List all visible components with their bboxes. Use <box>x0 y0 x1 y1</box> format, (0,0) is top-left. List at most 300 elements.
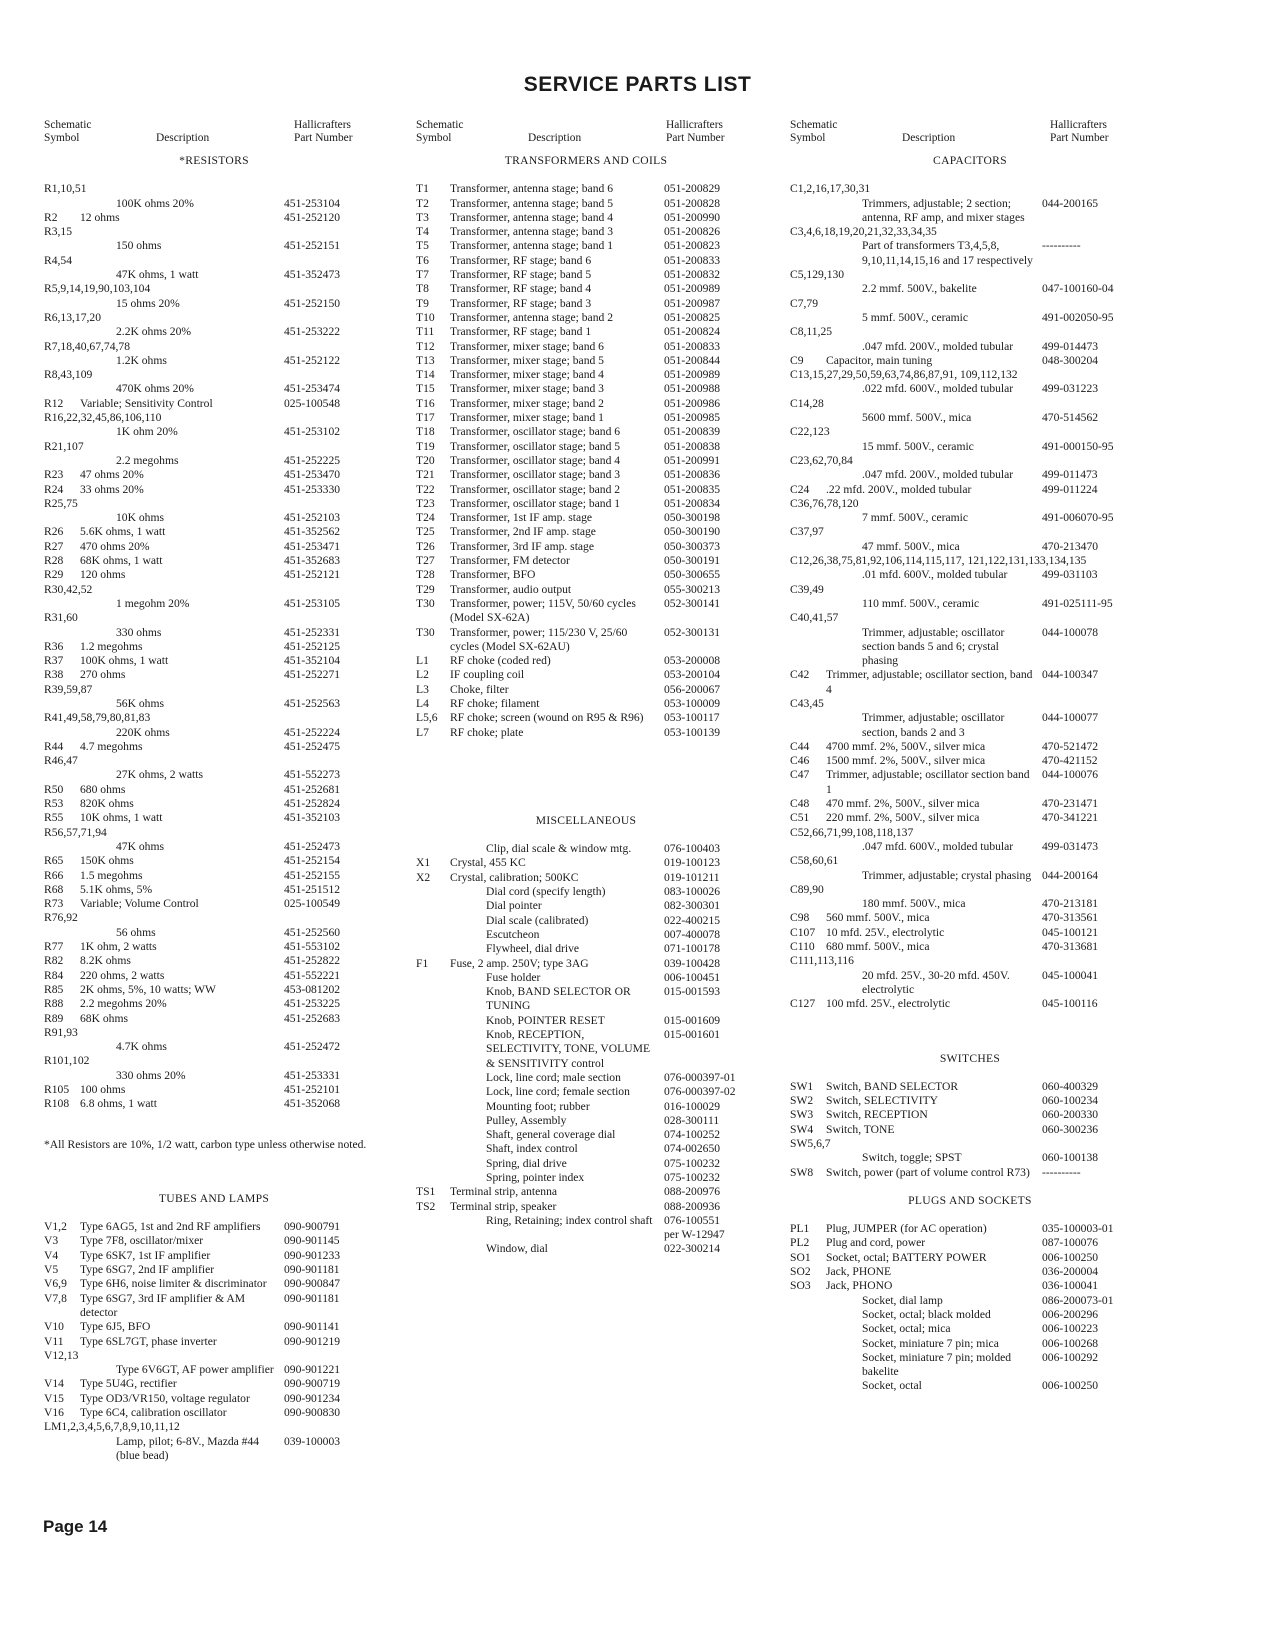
part-description: 15 ohms 20% <box>116 296 180 310</box>
part-row <box>416 425 756 439</box>
part-number: 051-200990 <box>664 210 721 224</box>
tubes-list <box>44 1220 384 1463</box>
part-row <box>44 211 384 225</box>
part-description: Lamp, pilot; 6-8V., Mazda #44 (blue bead) <box>116 1434 260 1462</box>
part-symbol: R66 <box>44 868 64 882</box>
part-row <box>790 239 1150 268</box>
part-number: 019-101211 <box>664 870 720 884</box>
part-row <box>44 1349 384 1363</box>
part-description: 470 ohms 20% <box>80 539 150 553</box>
part-description: Socket, octal; BATTERY POWER <box>826 1250 987 1264</box>
part-row <box>44 940 384 954</box>
part-number: 451-253104 <box>284 196 341 210</box>
part-number: 451-252155 <box>284 868 341 882</box>
part-symbol: R30,42,52 <box>44 582 93 596</box>
part-symbol: T8 <box>416 282 429 296</box>
part-symbol: R89 <box>44 1011 64 1025</box>
part-symbol: X2 <box>416 870 431 884</box>
part-symbol: SW3 <box>790 1108 814 1122</box>
part-row <box>44 254 384 268</box>
part-number: 006-100451 <box>664 970 721 984</box>
part-row <box>790 1080 1150 1094</box>
part-row <box>44 411 384 425</box>
part-symbol: T19 <box>416 439 435 453</box>
part-number: 025-100549 <box>284 897 341 911</box>
part-description: Switch, toggle; SPST <box>862 1151 962 1165</box>
part-description: Transformer, oscillator stage; band 6 <box>450 425 621 439</box>
part-description: Transformer, antenna stage; band 2 <box>450 310 613 324</box>
part-row <box>416 511 756 525</box>
part-symbol: C37,97 <box>790 525 824 539</box>
part-row <box>416 1200 756 1214</box>
part-description: .047 mfd. 600V., molded tubular <box>862 839 1014 853</box>
part-symbol: R24 <box>44 482 64 496</box>
header-description: Description <box>156 131 210 144</box>
header-description: Description <box>528 131 582 144</box>
part-row <box>416 697 756 711</box>
part-number: 451-252150 <box>284 296 341 310</box>
part-number: 451-252120 <box>284 210 341 224</box>
part-description: 1K ohm 20% <box>116 425 178 439</box>
part-symbol: T15 <box>416 382 435 396</box>
part-description: Socket, dial lamp <box>862 1293 943 1307</box>
part-description: Transformer, mixer stage; band 1 <box>450 411 604 425</box>
part-description: Type 6SL7GT, phase inverter <box>80 1334 217 1348</box>
part-number: 052-300131 <box>664 625 721 639</box>
part-number: 453-081202 <box>284 982 341 996</box>
part-number: 451-253102 <box>284 425 341 439</box>
part-symbol: C9 <box>790 353 804 367</box>
part-row <box>44 1377 384 1391</box>
part-number: 045-100041 <box>1042 968 1099 982</box>
part-number: 088-200976 <box>664 1185 721 1199</box>
part-number: 045-100116 <box>1042 997 1098 1011</box>
part-number: 470-213470 <box>1042 539 1099 553</box>
part-row <box>416 1085 756 1099</box>
part-number: 088-200936 <box>664 1199 721 1213</box>
part-row <box>790 854 1150 868</box>
part-number: 051-200989 <box>664 282 721 296</box>
part-symbol: C107 <box>790 925 816 939</box>
part-row <box>790 340 1150 354</box>
part-symbol: C8,11,25 <box>790 325 833 339</box>
part-row <box>44 1040 384 1054</box>
part-number: 083-100026 <box>664 885 721 899</box>
header-symbol: Schematic Symbol <box>44 119 92 144</box>
part-number: 451-252473 <box>284 839 341 853</box>
part-number: 491-006070-95 <box>1042 511 1114 525</box>
part-symbol: SW2 <box>790 1094 814 1108</box>
part-row <box>44 1234 384 1248</box>
part-number: 051-200844 <box>664 353 721 367</box>
part-description: 150K ohms <box>80 854 134 868</box>
part-number: 051-200826 <box>664 225 721 239</box>
part-number: 060-400329 <box>1042 1079 1099 1093</box>
part-description: 8.2K ohms <box>80 954 131 968</box>
part-description: Jack, PHONE <box>826 1265 892 1279</box>
part-description: 470K ohms 20% <box>116 382 194 396</box>
part-row <box>790 397 1150 411</box>
part-symbol: R21,107 <box>44 439 84 453</box>
part-description: Socket, octal; black molded <box>862 1307 991 1321</box>
part-description: Transformer, antenna stage; band 1 <box>450 239 613 253</box>
part-row <box>44 1435 384 1464</box>
part-number: 090-900847 <box>284 1277 341 1291</box>
part-symbol: SW4 <box>790 1122 814 1136</box>
part-symbol: T5 <box>416 239 429 253</box>
part-number: 087-100076 <box>1042 1236 1099 1250</box>
part-row <box>790 869 1150 883</box>
part-row <box>790 826 1150 840</box>
part-description: 220 ohms, 2 watts <box>80 968 165 982</box>
part-row <box>790 1251 1150 1265</box>
part-number: 051-200987 <box>664 296 721 310</box>
part-number: 451-253470 <box>284 468 341 482</box>
part-symbol: T30 <box>416 625 435 639</box>
part-symbol: R76,92 <box>44 911 78 925</box>
part-number: 499-031473 <box>1042 839 1099 853</box>
part-symbol: R12 <box>44 396 64 410</box>
part-symbol: T22 <box>416 482 435 496</box>
part-row <box>416 1071 756 1085</box>
part-description: 5.6K ohms, 1 watt <box>80 525 166 539</box>
part-symbol: R101,102 <box>44 1054 90 1068</box>
part-number: 491-000150-95 <box>1042 439 1114 453</box>
part-symbol: R26 <box>44 525 64 539</box>
part-symbol: C98 <box>790 911 810 925</box>
part-symbol: T10 <box>416 310 435 324</box>
part-row <box>44 1083 384 1097</box>
part-number: 451-352104 <box>284 654 341 668</box>
part-symbol: R85 <box>44 982 64 996</box>
part-number: 053-100139 <box>664 725 721 739</box>
part-number: 025-100548 <box>284 396 341 410</box>
part-description: 820K ohms <box>80 797 134 811</box>
part-row <box>790 368 1150 382</box>
part-description: Part of transformers T3,4,5,8, 9,10,11,14,15,16 and 17 respectively <box>862 239 1033 267</box>
part-symbol: SO1 <box>790 1250 811 1264</box>
part-symbol: T11 <box>416 325 435 339</box>
part-symbol: R82 <box>44 954 64 968</box>
part-number: 045-100121 <box>1042 925 1099 939</box>
part-row <box>416 668 756 682</box>
part-description: 6.8 ohms, 1 watt <box>80 1097 157 1111</box>
part-number: 006-100250 <box>1042 1379 1099 1393</box>
part-symbol: T16 <box>416 396 435 410</box>
part-row <box>44 783 384 797</box>
part-row <box>790 1351 1150 1380</box>
part-row <box>790 454 1150 468</box>
part-row <box>790 897 1150 911</box>
part-symbol: SO2 <box>790 1265 811 1279</box>
part-symbol: C36,76,78,120 <box>790 496 859 510</box>
part-symbol: R88 <box>44 997 64 1011</box>
capacitors-list <box>790 182 1150 1011</box>
part-description: 15 mmf. 500V., ceramic <box>862 439 974 453</box>
part-number: 451-253222 <box>284 325 341 339</box>
part-symbol: R16,22,32,45,86,106,110 <box>44 411 162 425</box>
part-symbol: T26 <box>416 539 435 553</box>
part-number: 060-100234 <box>1042 1094 1099 1108</box>
part-row <box>790 940 1150 954</box>
part-row <box>790 926 1150 940</box>
part-row <box>790 711 1150 740</box>
column-left <box>44 119 384 1463</box>
part-description: Variable; Sensitivity Control <box>80 396 213 410</box>
part-number: 051-200833 <box>664 339 721 353</box>
part-description: Transformer, RF stage; band 4 <box>450 282 592 296</box>
part-row <box>416 871 756 885</box>
part-description: 100K ohms 20% <box>116 196 194 210</box>
part-number: 035-100003-01 <box>1042 1222 1114 1236</box>
part-row <box>44 325 384 339</box>
part-number: 015-001609 <box>664 1013 721 1027</box>
part-row <box>416 468 756 482</box>
part-number: 006-100250 <box>1042 1250 1099 1264</box>
part-row <box>790 768 1150 797</box>
part-row <box>790 969 1150 998</box>
part-symbol: T14 <box>416 368 435 382</box>
part-number: 451-252103 <box>284 511 341 525</box>
part-description: 12 ohms <box>80 210 120 224</box>
part-row <box>44 983 384 997</box>
part-row <box>44 1320 384 1334</box>
part-number: 075-100232 <box>664 1156 721 1170</box>
part-row <box>416 225 756 239</box>
part-symbol: T9 <box>416 296 429 310</box>
section-heading-capacitors: CAPACITORS <box>933 154 1007 167</box>
part-symbol: SW8 <box>790 1165 814 1179</box>
part-row <box>44 497 384 511</box>
part-symbol: V15 <box>44 1391 64 1405</box>
part-row <box>416 411 756 425</box>
part-description: 2.2 megohms <box>116 453 179 467</box>
part-row <box>44 811 384 825</box>
part-symbol: T24 <box>416 511 435 525</box>
part-row <box>790 440 1150 454</box>
part-description: Spring, pointer index <box>486 1171 585 1184</box>
transformers-list <box>416 182 756 740</box>
part-symbol: L2 <box>416 668 429 682</box>
part-description: Escutcheon <box>486 927 540 941</box>
part-row <box>416 1214 756 1243</box>
part-description: 7 mmf. 500V., ceramic <box>862 511 969 525</box>
part-row <box>416 325 756 339</box>
part-description: 330 ohms 20% <box>116 1068 186 1082</box>
part-number: 090-901141 <box>284 1320 340 1334</box>
part-row <box>790 611 1150 625</box>
part-number: 019-100123 <box>664 856 721 870</box>
part-row <box>44 883 384 897</box>
part-symbol: C43,45 <box>790 696 824 710</box>
part-row <box>790 468 1150 482</box>
part-row <box>44 554 384 568</box>
part-number: 451-253471 <box>284 539 341 553</box>
part-description: Transformer, RF stage; band 3 <box>450 296 592 310</box>
part-symbol: R91,93 <box>44 1025 78 1039</box>
part-number: 051-200825 <box>664 310 721 324</box>
part-description: 1.2K ohms <box>116 353 167 367</box>
part-number: 051-200833 <box>664 253 721 267</box>
column-right <box>790 119 1150 1394</box>
part-description: Trimmers, adjustable; 2 section; antenna, RF amp, and mixer stages <box>862 196 1025 224</box>
part-number: 047-100160-04 <box>1042 282 1114 296</box>
part-row <box>44 869 384 883</box>
part-description: Switch, SELECTIVITY <box>826 1094 939 1108</box>
part-number: 076-100403 <box>664 842 721 856</box>
part-row <box>790 1308 1150 1322</box>
part-row <box>44 197 384 211</box>
column-header <box>416 119 756 144</box>
part-symbol: R105 <box>44 1083 70 1096</box>
part-symbol: T25 <box>416 525 435 539</box>
part-number: 060-100138 <box>1042 1151 1099 1165</box>
part-number: 499-011473 <box>1042 468 1098 482</box>
part-symbol: R3,15 <box>44 225 73 239</box>
part-number: 082-300301 <box>664 899 721 913</box>
part-description: Knob, POINTER RESET <box>486 1013 605 1027</box>
part-symbol: V4 <box>44 1248 59 1262</box>
part-symbol: R4,54 <box>44 253 73 267</box>
part-row <box>416 683 756 697</box>
part-number: 051-200835 <box>664 482 721 496</box>
part-number: 051-200828 <box>664 196 721 210</box>
part-number: 451-352103 <box>284 811 341 825</box>
part-row <box>44 640 384 654</box>
part-number: 051-200834 <box>664 496 721 510</box>
part-row <box>44 368 384 382</box>
part-row <box>44 454 384 468</box>
part-description: Capacitor, main tuning <box>826 353 933 367</box>
part-number: 015-001601 <box>664 1028 721 1042</box>
part-symbol: T27 <box>416 554 435 568</box>
part-number: 451-252151 <box>284 239 341 253</box>
part-description: Lock, line cord; female section <box>486 1085 630 1099</box>
part-description: Switch, BAND SELECTOR <box>826 1079 959 1093</box>
part-number: 074-100252 <box>664 1128 721 1142</box>
part-symbol: C127 <box>790 997 816 1011</box>
part-number: 090-900830 <box>284 1406 341 1420</box>
part-number: 451-253225 <box>284 997 341 1011</box>
part-description: Pulley, Assembly <box>486 1113 567 1127</box>
part-symbol: R84 <box>44 968 64 982</box>
part-row <box>44 997 384 1011</box>
part-number: 044-100347 <box>1042 668 1099 682</box>
part-row <box>790 197 1150 226</box>
part-description: Mounting foot; rubber <box>486 1099 590 1113</box>
part-symbol: TS1 <box>416 1185 436 1199</box>
part-number: 022-300214 <box>664 1242 721 1256</box>
part-number: 036-100041 <box>1042 1279 1099 1293</box>
part-symbol: L5,6 <box>416 711 438 725</box>
part-description: 47K ohms, 1 watt <box>116 268 199 282</box>
part-row <box>416 957 756 971</box>
part-row <box>44 1420 384 1434</box>
part-number: 055-300213 <box>664 582 721 596</box>
part-number: 086-200073-01 <box>1042 1293 1114 1307</box>
part-description: Trimmer, adjustable; oscillator section, band 4 <box>826 668 1033 696</box>
part-row <box>44 797 384 811</box>
part-number: 051-200988 <box>664 382 721 396</box>
part-symbol: V10 <box>44 1320 64 1334</box>
column-middle <box>416 119 756 1257</box>
part-row <box>416 1028 756 1071</box>
part-row <box>790 583 1150 597</box>
part-number: 090-900791 <box>284 1220 341 1234</box>
switches-list <box>790 1080 1150 1180</box>
part-description: Lock, line cord; male section <box>486 1070 621 1084</box>
part-row <box>416 971 756 985</box>
part-row <box>44 611 384 625</box>
part-number: 050-300655 <box>664 568 721 582</box>
part-row <box>416 899 756 913</box>
part-number: 090-901219 <box>284 1334 341 1348</box>
part-description: Clip, dial scale & window mtg. <box>486 842 632 856</box>
part-description: 56K ohms <box>116 696 164 710</box>
part-row <box>790 668 1150 697</box>
part-row <box>44 540 384 554</box>
part-description: Type 6SG7, 2nd IF amplifier <box>80 1263 215 1277</box>
part-description: RF choke; plate <box>450 725 524 739</box>
part-number: 044-200165 <box>1042 196 1099 210</box>
part-symbol: R77 <box>44 940 64 954</box>
part-number: 075-100232 <box>664 1171 721 1184</box>
part-row <box>416 397 756 411</box>
part-symbol: T18 <box>416 425 435 439</box>
part-description: Transformer, mixer stage; band 6 <box>450 339 604 353</box>
part-description: Socket, miniature 7 pin; mica <box>862 1336 999 1350</box>
part-number: 451-252331 <box>284 625 341 639</box>
part-number: 016-100029 <box>664 1099 721 1113</box>
part-symbol: R53 <box>44 797 64 811</box>
part-symbol: R25,75 <box>44 496 78 510</box>
part-number: 470-521472 <box>1042 739 1099 753</box>
part-number: 499-011224 <box>1042 482 1098 496</box>
part-description: Knob, RECEPTION, SELECTIVITY, TONE, VOLUME & SENSITIVITY control <box>486 1028 651 1070</box>
part-description: Knob, BAND SELECTOR OR TUNING <box>486 985 631 1013</box>
page-number: Page 14 <box>43 1517 108 1536</box>
part-symbol: T13 <box>416 353 435 367</box>
part-symbol: T12 <box>416 339 435 353</box>
part-description: Transformer, mixer stage; band 5 <box>450 353 604 367</box>
part-row <box>790 626 1150 669</box>
part-number: 451-253105 <box>284 596 341 610</box>
part-symbol: T7 <box>416 268 429 282</box>
part-row <box>44 1220 384 1234</box>
part-row <box>790 425 1150 439</box>
part-description: Transformer, mixer stage; band 3 <box>450 382 604 396</box>
part-symbol: C13,15,27,29,50,59,63,74,86,87,91, 109,112,132 <box>790 368 1018 382</box>
part-description: 4.7 megohms <box>80 739 143 753</box>
part-description: 2K ohms, 5%, 10 watts; WW <box>80 982 217 996</box>
part-row <box>416 440 756 454</box>
part-symbol: V16 <box>44 1406 64 1420</box>
part-description: Switch, TONE <box>826 1122 895 1136</box>
part-symbol: SW1 <box>790 1079 814 1093</box>
part-description: Transformer, antenna stage; band 4 <box>450 210 613 224</box>
part-description: Type 6SK7, 1st IF amplifier <box>80 1248 211 1262</box>
section-heading-transformers: TRANSFORMERS AND COILS <box>504 154 668 167</box>
part-symbol: C39,49 <box>790 582 824 596</box>
part-row <box>416 483 756 497</box>
part-number: 470-514562 <box>1042 411 1099 425</box>
part-symbol: T17 <box>416 411 435 425</box>
part-row <box>44 954 384 968</box>
part-number: 451-252224 <box>284 725 341 739</box>
part-row <box>416 454 756 468</box>
part-row <box>44 726 384 740</box>
part-row <box>44 297 384 311</box>
